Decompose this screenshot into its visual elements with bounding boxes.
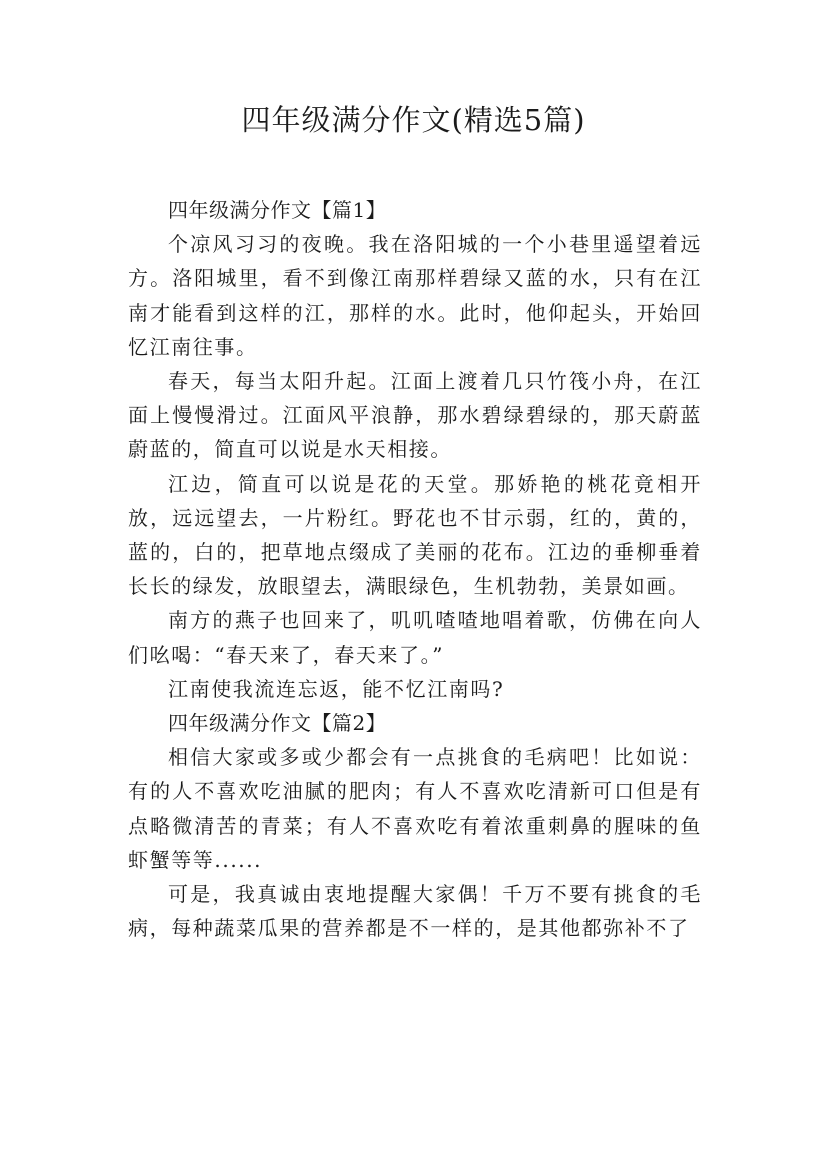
body-paragraph: 个凉风习习的夜晚。我在洛阳城的一个小巷里遥望着远方。洛阳城里，看不到像江南那样碧绿又蓝的水，只有在江南才能看到这样的江，那样的水。此时，他仰起头，开始回忆江南往事。: [128, 232, 702, 359]
body-paragraph: 春天，每当太阳升起。江面上渡着几只竹筏小舟，在江面上慢慢滑过。江面风平浪静，那水碧绿碧绿的，那天蔚蓝蔚蓝的，简直可以说是水天相接。: [128, 369, 702, 462]
body-paragraph: 可是，我真诚由衷地提醒大家偶！千万不要有挑食的毛病，每种蔬菜瓜果的营养都是不一样的，是其他都弥补不了: [128, 882, 702, 941]
body-paragraph: 江南使我流连忘返，能不忆江南吗?: [168, 676, 505, 701]
section-heading: 四年级满分作文【篇2】: [168, 711, 387, 736]
body-paragraph: 相信大家或多或少都会有一点挑食的毛病吧！比如说：有的人不喜欢吃油腻的肥肉；有人不喜欢吃清新可口但是有点略微清苦的青菜；有人不喜欢吃有着浓重刺鼻的腥味的鱼虾蟹等等......: [128, 745, 702, 872]
section-heading: 四年级满分作文【篇1】: [168, 198, 387, 222]
document-title: 四年级满分作文(精选5篇): [241, 103, 586, 137]
body-paragraph: 南方的燕子也回来了，叽叽喳喳地唱着歌，仿佛在向人们吆喝：“春天来了，春天来了。”: [128, 608, 702, 667]
body-paragraph: 江边，简直可以说是花的天堂。那娇艳的桃花竟相开放，远远望去，一片粉红。野花也不甘示弱，红的，黄的，蓝的，白的，把草地点缀成了美丽的花布。江边的垂柳垂着长长的绿发，放眼望去，满眼绿色，生机勃勃，美景如画。: [128, 471, 702, 599]
document-body: [128, 193, 702, 945]
